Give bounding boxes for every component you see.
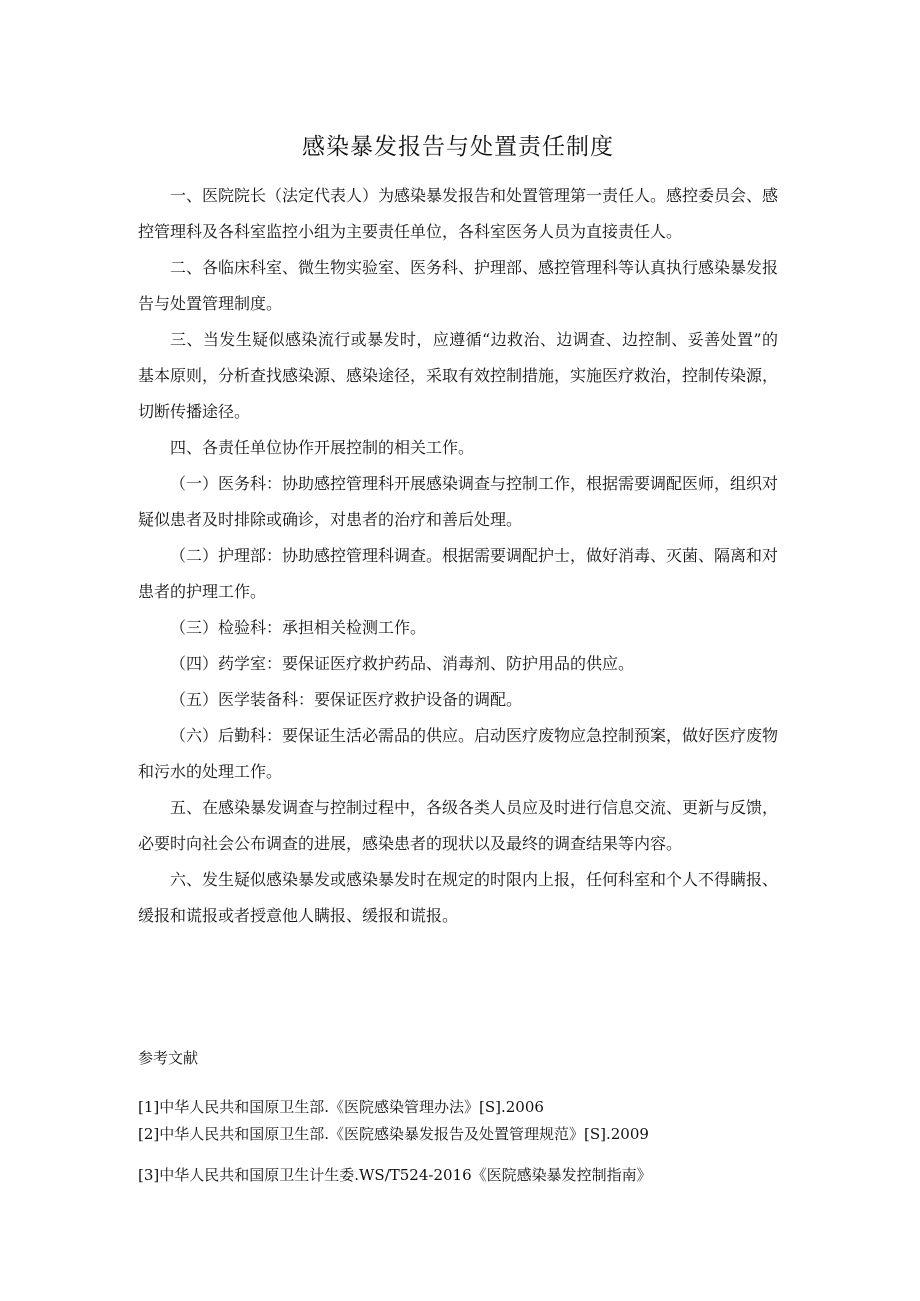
paragraph-1: 一、医院院长（法定代表人）为感染暴发报告和处置管理第一责任人。感控委员会、感控管理科及各科室监控小组为主要责任单位，各科室医务人员为直接责任人。 bbox=[138, 186, 779, 241]
paragraph-4: 四、各责任单位协作开展控制的相关工作。 bbox=[170, 438, 475, 457]
paragraph-4-5: （五）医学装备科：要保证医疗救护设备的调配。 bbox=[170, 690, 523, 709]
reference-item-2: [2]中华人民共和国原卫生部.《医院感染暴发报告及处置管理规范》[S].2009 bbox=[138, 1125, 649, 1143]
paragraph-3: 三、当发生疑似感染流行或暴发时，应遵循“边救治、边调查、边控制、妥善处置”的基本原则，分析查找感染源、感染途径，采取有效控制措施，实施医疗救治，控制传染源，切断传播途径。 bbox=[138, 330, 779, 421]
document-title: 感染暴发报告与处置责任制度 bbox=[302, 134, 614, 160]
paragraph-5: 五、在感染暴发调查与控制过程中，各级各类人员应及时进行信息交流、更新与反馈，必要时向社会公布调查的进展，感染患者的现状以及最终的调查结果等内容。 bbox=[138, 798, 779, 853]
references-heading: 参考文献 bbox=[138, 1049, 199, 1067]
reference-item-1: [1]中华人民共和国原卫生部.《医院感染管理办法》[S].2006 bbox=[138, 1098, 544, 1116]
document-body bbox=[138, 178, 778, 934]
paragraph-6: 六、发生疑似感染暴发或感染暴发时在规定的时限内上报，任何科室和个人不得瞒报、缓报和谎报或者授意他人瞒报、缓报和谎报。 bbox=[138, 870, 779, 925]
paragraph-4-2: （二）护理部：协助感控管理科调查。根据需要调配护士，做好消毒、灭菌、隔离和对患者的护理工作。 bbox=[138, 546, 779, 601]
paragraph-4-4: （四）药学室：要保证医疗救护药品、消毒剂、防护用品的供应。 bbox=[170, 654, 635, 673]
paragraph-4-3: （三）检验科：承担相关检测工作。 bbox=[170, 618, 427, 637]
references-section bbox=[138, 1046, 778, 1189]
paragraph-4-6: （六）后勤科：要保证生活必需品的供应。启动医疗废物应急控制预案，做好医疗废物和污水的处理工作。 bbox=[138, 726, 779, 781]
reference-item-3: [3]中华人民共和国原卫生计生委.WS/T524-2016《医院感染暴发控制指南》 bbox=[138, 1166, 652, 1184]
paragraph-2: 二、各临床科室、微生物实验室、医务科、护理部、感控管理科等认真执行感染暴发报告与处置管理制度。 bbox=[138, 258, 779, 313]
paragraph-4-1: （一）医务科：协助感控管理科开展感染调查与控制工作，根据需要调配医师，组织对疑似患者及时排除或确诊，对患者的治疗和善后处理。 bbox=[138, 474, 779, 529]
